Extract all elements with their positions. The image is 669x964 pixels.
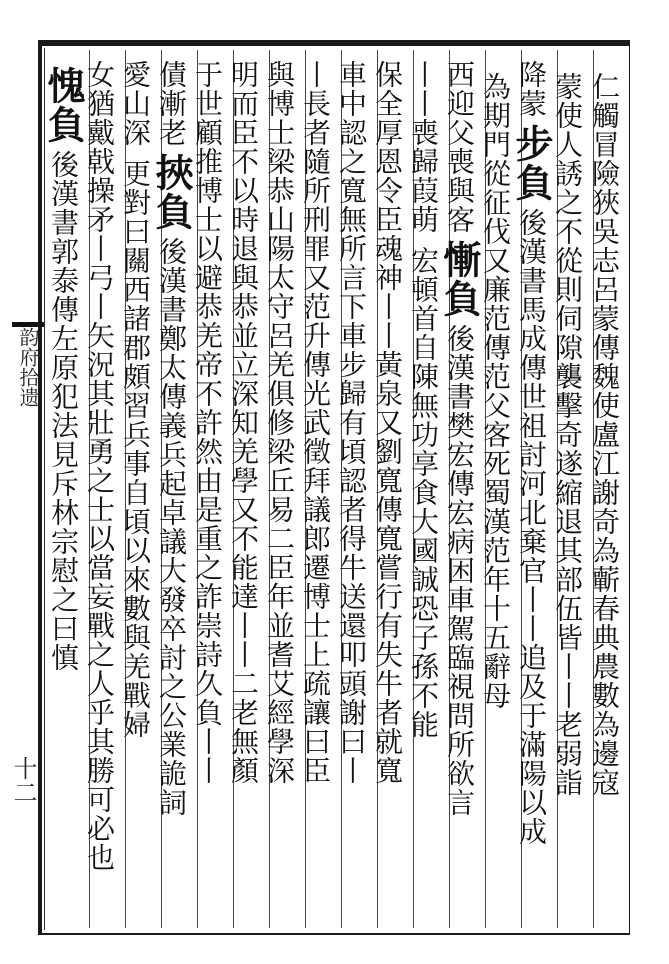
text-column — [588, 50, 630, 928]
entry-text: 愛山深 — [119, 60, 152, 147]
margin-title: 韵府拾遗 — [12, 322, 44, 537]
entry-headword: 愧負 — [41, 66, 86, 144]
entry-text: 西迎父喪與客 — [443, 60, 476, 234]
entry-text: 丨丨喪歸葭萌 — [407, 60, 440, 234]
entry-text: 仁觸冒險狹吳志呂蒙傳魏使盧江謝奇為蘄春典農數為邊寇 — [588, 72, 621, 797]
entry-text: 明而臣不以時退與恭並立深知羌學又不能達丨丨二老無顏 — [227, 60, 260, 785]
text-columns — [41, 50, 630, 928]
entry-text: 宏頓首自陳無功享食大國誠恐子孫不能 — [407, 246, 440, 739]
entry-text: 後漢書樊宏傳宏病困車駕臨視問所欲言 — [443, 324, 476, 817]
entry-headword: 慚負 — [437, 240, 482, 318]
entry-text: 丨長者隨所刑罪又范升傳光武徵拜議郎遷博士上疏讓曰臣 — [299, 60, 332, 785]
entry-text: 債漸老 — [155, 60, 188, 147]
entry-text: 車中認之寬無所言下車步歸有頃認者得牛送還叩頭謝曰丨 — [335, 60, 368, 785]
entry-text: 與博士梁恭山陽太守呂羌俱修梁丘易二臣年並耆艾經學深 — [263, 60, 296, 785]
entry-text: 保全厚恩令臣魂神丨丨黃泉又劉寬傳寬嘗行有失牛者就寬 — [371, 60, 404, 785]
entry-text: 後漢書鄭太傳義兵起卓議大發卒討之公業詭詞 — [155, 237, 188, 817]
entry-text: 後漢書郭泰傳左原犯法見斥林宗慰之曰慎 — [47, 150, 80, 672]
page-number: 十二 — [9, 756, 37, 804]
entry-headword: 步負 — [509, 124, 554, 202]
entry-headword: 挾負 — [149, 153, 194, 231]
entry-text: 降蒙 — [515, 60, 548, 118]
entry-text: 于世顧推博士以避恭羌帝不許然由是重之詐崇詩久負丨丨 — [191, 60, 224, 785]
page-margin — [0, 40, 40, 935]
entry-text: 為期門從征伐又廉范傳范父客死蜀漢范年十五辭母 — [479, 72, 512, 710]
entry-text: 後漢書馬成傳世祖討河北棄官丨丨追及于滿陽以成 — [515, 208, 548, 846]
entry-text: 女猶戴戟操矛丨弓丨矢況其壯勇之士以當妄戰之人乎其勝可必也 — [83, 60, 116, 872]
entry-text: 更對曰關西諸郡頗習兵事自頃以來數與羌戰婦 — [119, 159, 152, 739]
entry-text: 蒙使人誘之不從則伺隙襲擊奇遂縮退其部伍皆丨丨老弱詣 — [551, 72, 584, 797]
